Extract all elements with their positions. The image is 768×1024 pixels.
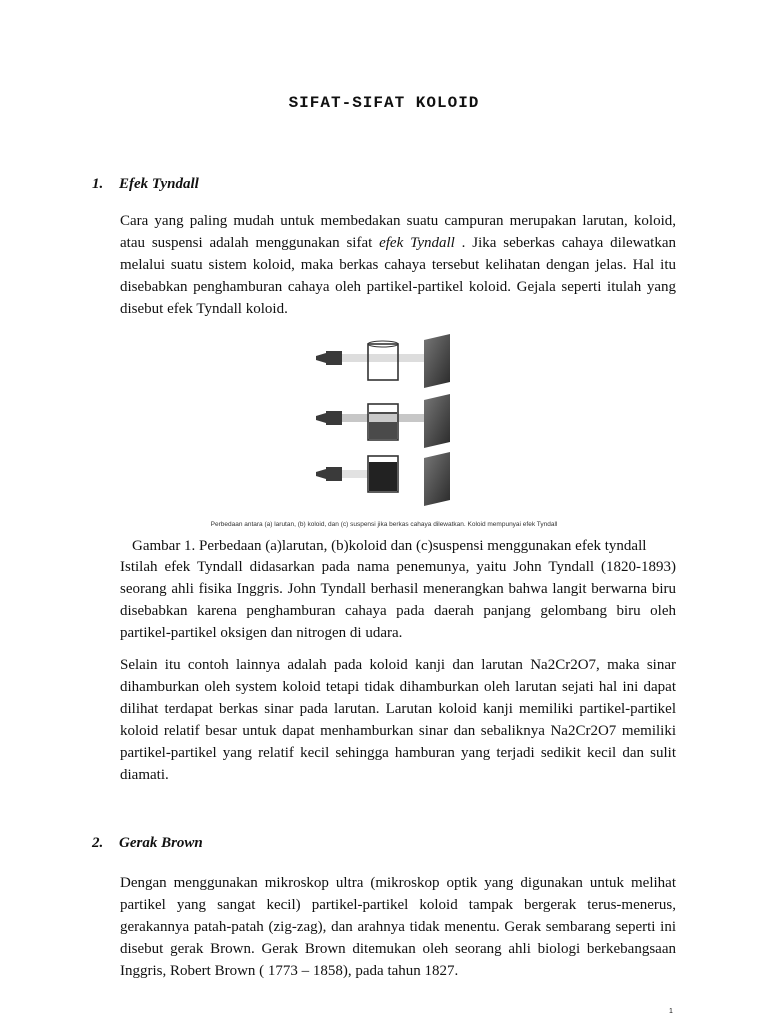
screen-plate xyxy=(424,334,450,388)
light-beam xyxy=(342,354,424,362)
section-number: 1. xyxy=(92,176,104,192)
screen-plate xyxy=(424,452,450,506)
tyndall-figure xyxy=(312,334,462,514)
screen-plate xyxy=(424,394,450,448)
figure-caption: Gambar 1. Perbedaan (a)larutan, (b)koloid dan (c)suspensi menggunakan efek tyndall xyxy=(132,538,647,554)
flashlight-icon xyxy=(316,467,342,481)
section-heading-gerak-brown xyxy=(92,835,203,852)
figure-small-caption: Perbedaan antara (a) larutan, (b) koloid, dan (c) suspensi jika berkas cahaya dilewatkan. Koloid mempunyai efek Tyndall xyxy=(210,521,558,528)
figure-row-colloid xyxy=(316,394,450,448)
paragraph-tyndall-intro: Cara yang paling mudah untuk membedakan suatu campuran merupakan larutan, koloid, atau suspensi adalah menggunakan sifat efek Tyndall . Jika seberkas cahaya dilewatkan melalui suatu sistem koloid, maka berkas cahaya tersebut kelihatan dengan jelas. Hal itu disebabkan penghamburan cahaya oleh partikel-partikel koloid. Gejala seperti itulah yang disebut efek Tyndall koloid. xyxy=(120,213,676,317)
section-title: Gerak Brown xyxy=(119,835,203,851)
light-beam xyxy=(342,470,368,478)
flashlight-icon xyxy=(316,411,342,425)
figure-row-suspension xyxy=(316,452,450,506)
page-number: 1 xyxy=(669,1008,673,1015)
section-title: Efek Tyndall xyxy=(119,176,199,192)
page-title: SIFAT-SIFAT KOLOID xyxy=(288,94,480,112)
section-heading-efek-tyndall xyxy=(92,176,199,193)
paragraph-tyndall-history: Istilah efek Tyndall didasarkan pada nama penemunya, yaitu John Tyndall (1820-1893) seorang ahli fisika Inggris. John Tyndall berhasil menerangkan bahwa langit berwarna biru disebabkan karena penghamburan cahaya pada daerah panjang gelombang biru oleh partikel-partikel oksigen dan nitrogen di udara. xyxy=(120,559,676,641)
paragraph-gerak-brown: Dengan menggunakan mikroskop ultra (mikroskop optik yang digunakan untuk melihat partikel yang sangat kecil) partikel-partikel koloid tampak bergerak terus-menerus, gerakannya patah-patah (zig-zag), dan arahnya tidak menentu. Gerak sembarang seperti ini disebut gerak Brown. Gerak Brown ditemukan oleh seorang ahli biologi berkebangsaan Inggris, Robert Brown ( 1773 – 1858), pada tahun 1827. xyxy=(120,875,676,979)
flashlight-icon xyxy=(316,351,342,365)
paragraph-tyndall-example: Selain itu contoh lainnya adalah pada koloid kanji dan larutan Na2Cr2O7, maka sinar dihamburkan oleh system koloid tetapi tidak dihamburkan oleh larutan sejati hal ini dapat dilihat terdapat berkas sinar pada larutan. Larutan koloid kanji memiliki partikel-partikel koloid relatif besar untuk dapat menhamburkan sinar dan sebaliknya Na2Cr2O7 memiliki partikel-partikel yang relatif kecil sehingga hamburan yang terjadi sedikit kecil dan sulit diamati. xyxy=(120,657,676,783)
figure-row-solution xyxy=(316,334,450,388)
section-number: 2. xyxy=(92,835,104,851)
emphasis-efek-tyndall: efek Tyndall xyxy=(379,235,455,251)
